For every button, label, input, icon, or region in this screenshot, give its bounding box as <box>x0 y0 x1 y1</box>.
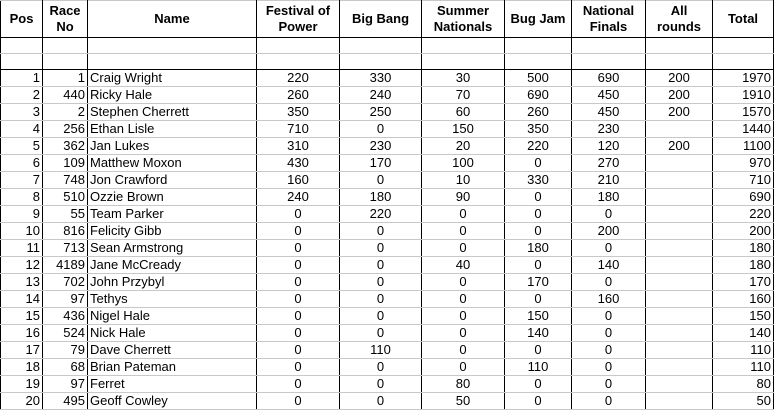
cell-big-bang[interactable]: 0 <box>340 359 422 376</box>
cell-festival-of-power[interactable]: 350 <box>257 104 340 121</box>
table-row <box>1 274 774 291</box>
cell-pos[interactable]: 7 <box>1 172 43 189</box>
cell-pos[interactable]: 16 <box>1 325 43 342</box>
cell-pos[interactable]: 5 <box>1 138 43 155</box>
cell-bug-jam[interactable]: 220 <box>505 138 572 155</box>
cell-summer-nationals[interactable]: 40 <box>422 257 505 274</box>
cell-all-rounds[interactable] <box>646 359 713 376</box>
cell-national-finals[interactable]: 0 <box>572 376 646 393</box>
cell-bug-jam[interactable]: 150 <box>505 308 572 325</box>
cell-race-no[interactable]: 4189 <box>43 257 88 274</box>
empty-cell[interactable] <box>572 54 646 70</box>
cell-national-finals[interactable]: 0 <box>572 393 646 410</box>
cell-total[interactable]: 1100 <box>713 138 774 155</box>
cell-all-rounds[interactable] <box>646 223 713 240</box>
cell-name[interactable]: Brian Pateman <box>88 359 257 376</box>
cell-total[interactable]: 1970 <box>713 70 774 87</box>
cell-pos[interactable]: 3 <box>1 104 43 121</box>
table-row <box>1 70 774 87</box>
empty-cell[interactable] <box>713 38 774 54</box>
cell-festival-of-power[interactable]: 0 <box>257 376 340 393</box>
empty-cell[interactable] <box>340 38 422 54</box>
cell-big-bang[interactable]: 170 <box>340 155 422 172</box>
cell-big-bang[interactable]: 0 <box>340 240 422 257</box>
cell-festival-of-power[interactable]: 0 <box>257 308 340 325</box>
cell-total[interactable]: 1440 <box>713 121 774 138</box>
cell-name[interactable]: Jane McCready <box>88 257 257 274</box>
cell-race-no[interactable]: 495 <box>43 393 88 410</box>
table-row <box>1 257 774 274</box>
cell-name[interactable]: Ethan Lisle <box>88 121 257 138</box>
cell-national-finals[interactable]: 120 <box>572 138 646 155</box>
cell-all-rounds[interactable] <box>646 240 713 257</box>
cell-national-finals[interactable]: 210 <box>572 172 646 189</box>
cell-name[interactable]: Geoff Cowley <box>88 393 257 410</box>
cell-total[interactable]: 80 <box>713 376 774 393</box>
cell-total[interactable]: 200 <box>713 223 774 240</box>
cell-pos[interactable]: 2 <box>1 87 43 104</box>
cell-summer-nationals[interactable]: 10 <box>422 172 505 189</box>
header-name[interactable]: Name <box>88 1 257 38</box>
cell-race-no[interactable]: 79 <box>43 342 88 359</box>
cell-summer-nationals[interactable]: 0 <box>422 274 505 291</box>
table-row <box>1 342 774 359</box>
table-row <box>1 325 774 342</box>
cell-big-bang[interactable]: 0 <box>340 223 422 240</box>
cell-summer-nationals[interactable]: 70 <box>422 87 505 104</box>
cell-total[interactable]: 690 <box>713 189 774 206</box>
cell-total[interactable]: 1570 <box>713 104 774 121</box>
cell-all-rounds[interactable] <box>646 257 713 274</box>
cell-name[interactable]: Ricky Hale <box>88 87 257 104</box>
cell-bug-jam[interactable]: 0 <box>505 189 572 206</box>
cell-summer-nationals[interactable]: 60 <box>422 104 505 121</box>
cell-festival-of-power[interactable]: 260 <box>257 87 340 104</box>
cell-summer-nationals[interactable]: 0 <box>422 240 505 257</box>
cell-big-bang[interactable]: 0 <box>340 291 422 308</box>
cell-national-finals[interactable]: 0 <box>572 240 646 257</box>
cell-pos[interactable]: 10 <box>1 223 43 240</box>
cell-festival-of-power[interactable]: 430 <box>257 155 340 172</box>
cell-total[interactable]: 140 <box>713 325 774 342</box>
cell-bug-jam[interactable]: 140 <box>505 325 572 342</box>
cell-pos[interactable]: 6 <box>1 155 43 172</box>
cell-all-rounds[interactable] <box>646 325 713 342</box>
cell-race-no[interactable]: 436 <box>43 308 88 325</box>
table-row <box>1 104 774 121</box>
cell-bug-jam[interactable]: 170 <box>505 274 572 291</box>
cell-bug-jam[interactable]: 110 <box>505 359 572 376</box>
cell-all-rounds[interactable] <box>646 393 713 410</box>
cell-pos[interactable]: 17 <box>1 342 43 359</box>
cell-festival-of-power[interactable]: 160 <box>257 172 340 189</box>
cell-pos[interactable]: 4 <box>1 121 43 138</box>
cell-national-finals[interactable]: 200 <box>572 223 646 240</box>
cell-national-finals[interactable]: 0 <box>572 274 646 291</box>
empty-cell[interactable] <box>572 38 646 54</box>
cell-pos[interactable]: 8 <box>1 189 43 206</box>
cell-big-bang[interactable]: 0 <box>340 257 422 274</box>
cell-name[interactable]: Team Parker <box>88 206 257 223</box>
cell-race-no[interactable]: 68 <box>43 359 88 376</box>
header-race-no[interactable]: Race No <box>43 1 88 38</box>
cell-race-no[interactable]: 55 <box>43 206 88 223</box>
cell-total[interactable]: 110 <box>713 359 774 376</box>
cell-summer-nationals[interactable]: 100 <box>422 155 505 172</box>
cell-big-bang[interactable]: 0 <box>340 121 422 138</box>
table-row <box>1 172 774 189</box>
cell-all-rounds[interactable] <box>646 172 713 189</box>
header-national-finals[interactable]: National Finals <box>572 1 646 38</box>
header-row <box>1 1 774 38</box>
cell-name[interactable]: Felicity Gibb <box>88 223 257 240</box>
cell-festival-of-power[interactable]: 0 <box>257 206 340 223</box>
cell-pos[interactable]: 18 <box>1 359 43 376</box>
cell-name[interactable]: Nick Hale <box>88 325 257 342</box>
cell-pos[interactable]: 15 <box>1 308 43 325</box>
cell-festival-of-power[interactable]: 0 <box>257 342 340 359</box>
cell-race-no[interactable]: 362 <box>43 138 88 155</box>
cell-total[interactable]: 710 <box>713 172 774 189</box>
cell-bug-jam[interactable]: 0 <box>505 206 572 223</box>
cell-all-rounds[interactable] <box>646 376 713 393</box>
cell-summer-nationals[interactable]: 0 <box>422 206 505 223</box>
cell-total[interactable]: 170 <box>713 274 774 291</box>
empty-cell[interactable] <box>713 54 774 70</box>
cell-summer-nationals[interactable]: 0 <box>422 308 505 325</box>
cell-bug-jam[interactable]: 180 <box>505 240 572 257</box>
cell-festival-of-power[interactable]: 0 <box>257 223 340 240</box>
empty-cell[interactable] <box>88 38 257 54</box>
cell-race-no[interactable]: 2 <box>43 104 88 121</box>
cell-summer-nationals[interactable]: 0 <box>422 359 505 376</box>
cell-all-rounds[interactable] <box>646 155 713 172</box>
cell-festival-of-power[interactable]: 240 <box>257 189 340 206</box>
cell-race-no[interactable]: 748 <box>43 172 88 189</box>
cell-national-finals[interactable]: 160 <box>572 291 646 308</box>
cell-big-bang[interactable]: 230 <box>340 138 422 155</box>
empty-cell[interactable] <box>422 54 505 70</box>
cell-festival-of-power[interactable]: 0 <box>257 274 340 291</box>
cell-bug-jam[interactable]: 0 <box>505 342 572 359</box>
cell-race-no[interactable]: 816 <box>43 223 88 240</box>
cell-race-no[interactable]: 97 <box>43 291 88 308</box>
cell-festival-of-power[interactable]: 220 <box>257 70 340 87</box>
empty-row <box>1 54 774 70</box>
cell-name[interactable]: Stephen Cherrett <box>88 104 257 121</box>
header-big-bang[interactable]: Big Bang <box>340 1 422 38</box>
cell-big-bang[interactable]: 220 <box>340 206 422 223</box>
cell-race-no[interactable]: 109 <box>43 155 88 172</box>
cell-pos[interactable]: 9 <box>1 206 43 223</box>
cell-total[interactable]: 1910 <box>713 87 774 104</box>
cell-national-finals[interactable]: 0 <box>572 359 646 376</box>
cell-total[interactable]: 110 <box>713 342 774 359</box>
empty-cell[interactable] <box>505 54 572 70</box>
cell-name[interactable]: Ferret <box>88 376 257 393</box>
cell-race-no[interactable]: 97 <box>43 376 88 393</box>
table-row <box>1 189 774 206</box>
empty-cell[interactable] <box>422 38 505 54</box>
cell-name[interactable]: John Przybyl <box>88 274 257 291</box>
cell-all-rounds[interactable]: 200 <box>646 104 713 121</box>
cell-big-bang[interactable]: 180 <box>340 189 422 206</box>
table-row <box>1 291 774 308</box>
empty-cell[interactable] <box>340 54 422 70</box>
cell-all-rounds[interactable]: 200 <box>646 87 713 104</box>
table-row <box>1 206 774 223</box>
cell-bug-jam[interactable]: 330 <box>505 172 572 189</box>
cell-summer-nationals[interactable]: 0 <box>422 291 505 308</box>
cell-big-bang[interactable]: 0 <box>340 393 422 410</box>
cell-bug-jam[interactable]: 0 <box>505 223 572 240</box>
cell-total[interactable]: 970 <box>713 155 774 172</box>
cell-all-rounds[interactable] <box>646 206 713 223</box>
cell-pos[interactable]: 14 <box>1 291 43 308</box>
cell-total[interactable]: 150 <box>713 308 774 325</box>
cell-festival-of-power[interactable]: 0 <box>257 393 340 410</box>
cell-national-finals[interactable]: 230 <box>572 121 646 138</box>
cell-national-finals[interactable]: 0 <box>572 206 646 223</box>
table-row <box>1 121 774 138</box>
cell-race-no[interactable]: 702 <box>43 274 88 291</box>
cell-bug-jam[interactable]: 0 <box>505 376 572 393</box>
header-summer-nationals[interactable]: Summer Nationals <box>422 1 505 38</box>
cell-festival-of-power[interactable]: 710 <box>257 121 340 138</box>
cell-national-finals[interactable]: 0 <box>572 325 646 342</box>
cell-big-bang[interactable]: 240 <box>340 87 422 104</box>
cell-all-rounds[interactable]: 200 <box>646 70 713 87</box>
cell-name[interactable]: Tethys <box>88 291 257 308</box>
cell-national-finals[interactable]: 140 <box>572 257 646 274</box>
cell-national-finals[interactable]: 450 <box>572 104 646 121</box>
cell-national-finals[interactable]: 270 <box>572 155 646 172</box>
cell-festival-of-power[interactable]: 0 <box>257 359 340 376</box>
cell-big-bang[interactable]: 0 <box>340 172 422 189</box>
header-total[interactable]: Total <box>713 1 774 38</box>
cell-national-finals[interactable]: 0 <box>572 342 646 359</box>
cell-name[interactable]: Jon Crawford <box>88 172 257 189</box>
table-row <box>1 359 774 376</box>
cell-total[interactable]: 160 <box>713 291 774 308</box>
empty-row <box>1 38 774 54</box>
table-row <box>1 240 774 257</box>
cell-summer-nationals[interactable]: 0 <box>422 342 505 359</box>
table-row <box>1 223 774 240</box>
cell-total[interactable]: 180 <box>713 257 774 274</box>
cell-all-rounds[interactable] <box>646 274 713 291</box>
empty-cell[interactable] <box>646 38 713 54</box>
cell-bug-jam[interactable]: 0 <box>505 257 572 274</box>
cell-race-no[interactable]: 1 <box>43 70 88 87</box>
cell-pos[interactable]: 13 <box>1 274 43 291</box>
table-row <box>1 87 774 104</box>
cell-big-bang[interactable]: 330 <box>340 70 422 87</box>
empty-cell[interactable] <box>43 54 88 70</box>
header-all-rounds[interactable]: All rounds <box>646 1 713 38</box>
cell-big-bang[interactable]: 110 <box>340 342 422 359</box>
cell-all-rounds[interactable] <box>646 308 713 325</box>
cell-name[interactable]: Craig Wright <box>88 70 257 87</box>
empty-cell[interactable] <box>88 54 257 70</box>
cell-festival-of-power[interactable]: 0 <box>257 240 340 257</box>
cell-pos[interactable]: 11 <box>1 240 43 257</box>
cell-big-bang[interactable]: 250 <box>340 104 422 121</box>
cell-bug-jam[interactable]: 0 <box>505 291 572 308</box>
header-pos[interactable]: Pos <box>1 1 43 38</box>
cell-race-no[interactable]: 440 <box>43 87 88 104</box>
cell-all-rounds[interactable] <box>646 342 713 359</box>
cell-summer-nationals[interactable]: 20 <box>422 138 505 155</box>
cell-total[interactable]: 180 <box>713 240 774 257</box>
cell-pos[interactable]: 12 <box>1 257 43 274</box>
cell-total[interactable]: 50 <box>713 393 774 410</box>
cell-race-no[interactable]: 524 <box>43 325 88 342</box>
empty-cell[interactable] <box>646 54 713 70</box>
cell-summer-nationals[interactable]: 150 <box>422 121 505 138</box>
cell-big-bang[interactable]: 0 <box>340 376 422 393</box>
empty-cell[interactable] <box>43 38 88 54</box>
cell-bug-jam[interactable]: 260 <box>505 104 572 121</box>
cell-festival-of-power[interactable]: 0 <box>257 325 340 342</box>
cell-festival-of-power[interactable]: 0 <box>257 257 340 274</box>
cell-summer-nationals[interactable]: 0 <box>422 223 505 240</box>
table-row <box>1 308 774 325</box>
cell-name[interactable]: Jan Lukes <box>88 138 257 155</box>
cell-name[interactable]: Ozzie Brown <box>88 189 257 206</box>
cell-pos[interactable]: 19 <box>1 376 43 393</box>
cell-bug-jam[interactable]: 690 <box>505 87 572 104</box>
cell-race-no[interactable]: 256 <box>43 121 88 138</box>
cell-all-rounds[interactable] <box>646 121 713 138</box>
cell-name[interactable]: Sean Armstrong <box>88 240 257 257</box>
cell-all-rounds[interactable]: 200 <box>646 138 713 155</box>
header-festival-of-power[interactable]: Festival of Power <box>257 1 340 38</box>
cell-bug-jam[interactable]: 0 <box>505 393 572 410</box>
cell-pos[interactable]: 20 <box>1 393 43 410</box>
cell-summer-nationals[interactable]: 80 <box>422 376 505 393</box>
table-row <box>1 155 774 172</box>
cell-festival-of-power[interactable]: 310 <box>257 138 340 155</box>
cell-pos[interactable]: 1 <box>1 70 43 87</box>
cell-summer-nationals[interactable]: 0 <box>422 325 505 342</box>
cell-summer-nationals[interactable]: 50 <box>422 393 505 410</box>
header-bug-jam[interactable]: Bug Jam <box>505 1 572 38</box>
table-row <box>1 376 774 393</box>
cell-national-finals[interactable]: 450 <box>572 87 646 104</box>
cell-summer-nationals[interactable]: 90 <box>422 189 505 206</box>
cell-big-bang[interactable]: 0 <box>340 308 422 325</box>
table-row <box>1 138 774 155</box>
table-row <box>1 393 774 410</box>
cell-bug-jam[interactable]: 350 <box>505 121 572 138</box>
cell-national-finals[interactable]: 690 <box>572 70 646 87</box>
cell-national-finals[interactable]: 180 <box>572 189 646 206</box>
cell-name[interactable]: Dave Cherrett <box>88 342 257 359</box>
cell-all-rounds[interactable] <box>646 189 713 206</box>
empty-cell[interactable] <box>1 54 43 70</box>
empty-cell[interactable] <box>505 38 572 54</box>
cell-total[interactable]: 220 <box>713 206 774 223</box>
cell-big-bang[interactable]: 0 <box>340 325 422 342</box>
cell-big-bang[interactable]: 0 <box>340 274 422 291</box>
cell-bug-jam[interactable]: 0 <box>505 155 572 172</box>
cell-name[interactable]: Matthew Moxon <box>88 155 257 172</box>
cell-name[interactable]: Nigel Hale <box>88 308 257 325</box>
cell-festival-of-power[interactable]: 0 <box>257 291 340 308</box>
cell-all-rounds[interactable] <box>646 291 713 308</box>
cell-bug-jam[interactable]: 500 <box>505 70 572 87</box>
empty-cell[interactable] <box>257 54 340 70</box>
cell-summer-nationals[interactable]: 30 <box>422 70 505 87</box>
empty-cell[interactable] <box>1 38 43 54</box>
cell-race-no[interactable]: 510 <box>43 189 88 206</box>
cell-race-no[interactable]: 713 <box>43 240 88 257</box>
cell-national-finals[interactable]: 0 <box>572 308 646 325</box>
empty-cell[interactable] <box>257 38 340 54</box>
